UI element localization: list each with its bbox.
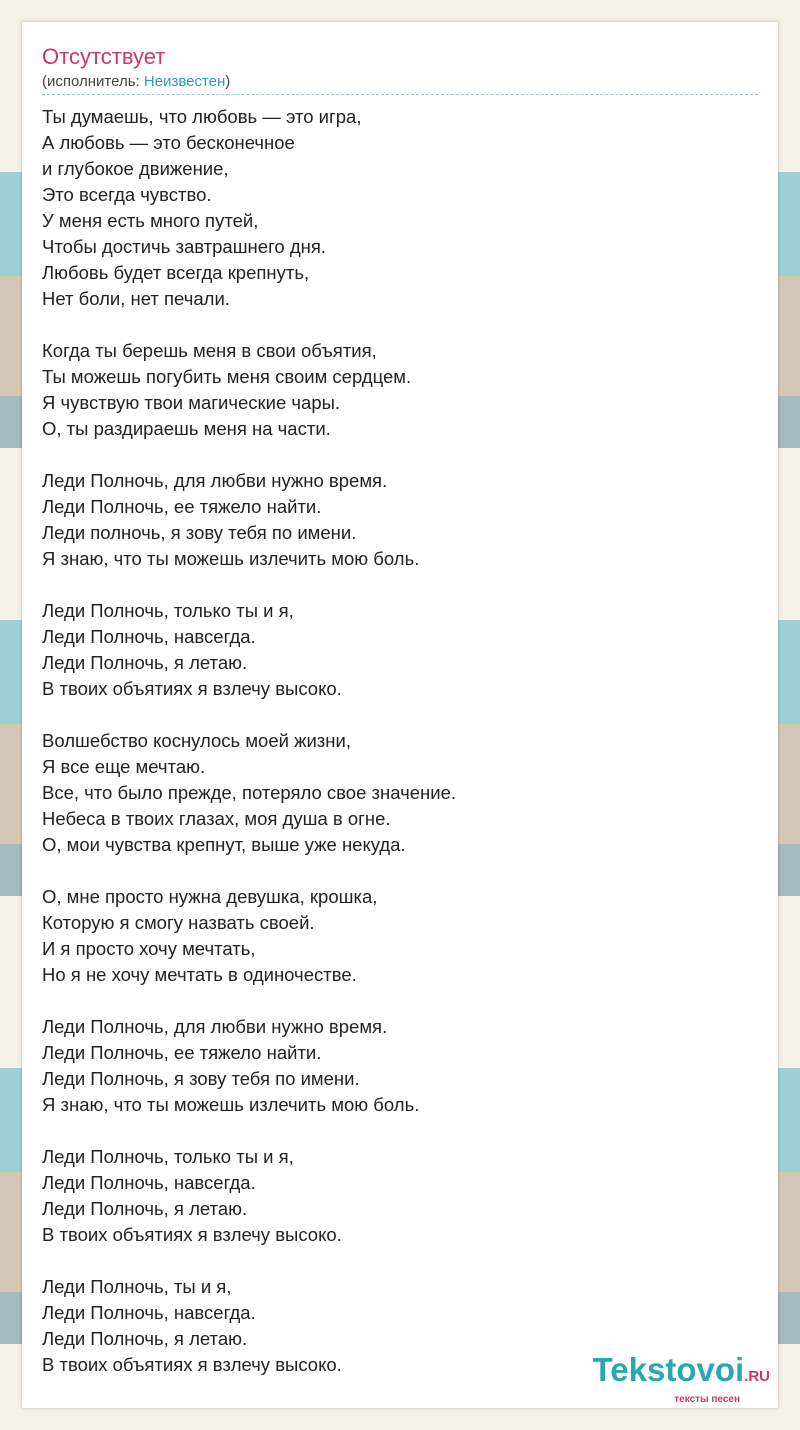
- lyric-line: В твоих объятиях я взлечу высоко.: [42, 678, 342, 699]
- logo-suffix: .RU: [744, 1368, 770, 1385]
- lyric-line: О, ты раздираешь меня на части.: [42, 418, 331, 439]
- lyric-line: Леди Полночь, я летаю.: [42, 1328, 248, 1349]
- lyric-line: Ты думаешь, что любовь — это игра,: [42, 106, 362, 127]
- lyric-line: Леди Полночь, только ты и я,: [42, 1146, 294, 1167]
- lyric-line: Я знаю, что ты можешь излечить мою боль.: [42, 1094, 420, 1115]
- lyric-line: Леди Полночь, для любви нужно время.: [42, 470, 388, 491]
- lyric-line: Когда ты берешь меня в свои объятия,: [42, 340, 377, 361]
- stanza: [42, 1144, 758, 1248]
- lyric-line: Все, что было прежде, потеряло свое значение.: [42, 782, 457, 803]
- lyric-line: А любовь — это бесконечное: [42, 132, 295, 153]
- lyric-line: Я чувствую твои магические чары.: [42, 392, 341, 413]
- lyric-line: Но я не хочу мечтать в одиночестве.: [42, 964, 357, 985]
- lyric-line: Леди Полночь, ты и я,: [42, 1276, 232, 1297]
- stanza: [42, 728, 758, 858]
- artist-line: (исполнитель: Неизвестен): [42, 73, 231, 90]
- lyric-line: Леди Полночь, ее тяжело найти.: [42, 1042, 322, 1063]
- lyrics-card: [22, 22, 778, 1408]
- artist-link[interactable]: Неизвестен: [143, 73, 226, 90]
- site-logo[interactable]: [593, 1353, 770, 1406]
- song-title: Отсутствует: [42, 44, 166, 69]
- logo-wordmark: Tekstovoi: [592, 1351, 745, 1388]
- lyric-line: Я знаю, что ты можешь излечить мою боль.: [42, 548, 420, 569]
- lyric-line: Леди Полночь, я летаю.: [42, 1198, 248, 1219]
- lyric-line: Леди Полночь, я зову тебя по имени.: [42, 1068, 360, 1089]
- lyric-line: Леди Полночь, навсегда.: [42, 1302, 256, 1323]
- lyric-line: У меня есть много путей,: [42, 210, 259, 231]
- lyric-line: Леди Полночь, навсегда.: [42, 626, 256, 647]
- lyrics-text: [42, 104, 758, 1404]
- lyric-line: И я просто хочу мечтать,: [42, 938, 256, 959]
- stanza: [42, 104, 758, 312]
- lyric-line: В твоих объятиях я взлечу высоко.: [42, 1224, 342, 1245]
- stanza: [42, 598, 758, 702]
- lyric-line: Леди Полночь, я летаю.: [42, 652, 248, 673]
- lyric-line: Любовь будет всегда крепнуть,: [42, 262, 310, 283]
- lyric-line: Я все еще мечтаю.: [42, 756, 206, 777]
- lyric-line: и глубокое движение,: [42, 158, 229, 179]
- lyric-line: Ты можешь погубить меня своим сердцем.: [42, 366, 412, 387]
- logo-tagline: тексты песен: [674, 1394, 740, 1405]
- artist-label: исполнитель:: [47, 73, 144, 90]
- lyric-line: Леди Полночь, для любви нужно время.: [42, 1016, 388, 1037]
- lyric-line: О, мне просто нужна девушка, крошка,: [42, 886, 378, 907]
- stanza: [42, 338, 758, 442]
- lyric-line: Это всегда чувство.: [42, 184, 212, 205]
- lyric-line: В твоих объятиях я взлечу высоко.: [42, 1354, 342, 1375]
- title-divider: [42, 94, 758, 95]
- stanza: [42, 468, 758, 572]
- lyric-line: Волшебство коснулось моей жизни,: [42, 730, 351, 751]
- stanza: [42, 1014, 758, 1118]
- lyric-line: Леди Полночь, ее тяжело найти.: [42, 496, 322, 517]
- stanza: [42, 884, 758, 988]
- lyric-line: Леди Полночь, навсегда.: [42, 1172, 256, 1193]
- lyric-line: Леди полночь, я зову тебя по имени.: [42, 522, 357, 543]
- lyric-line: Нет боли, нет печали.: [42, 288, 230, 309]
- lyric-line: О, мои чувства крепнут, выше уже некуда.: [42, 834, 406, 855]
- lyric-line: Чтобы достичь завтрашнего дня.: [42, 236, 327, 257]
- lyric-line: Леди Полночь, только ты и я,: [42, 600, 294, 621]
- lyric-line: Небеса в твоих глазах, моя душа в огне.: [42, 808, 391, 829]
- lyric-line: Которую я смогу назвать своей.: [42, 912, 315, 933]
